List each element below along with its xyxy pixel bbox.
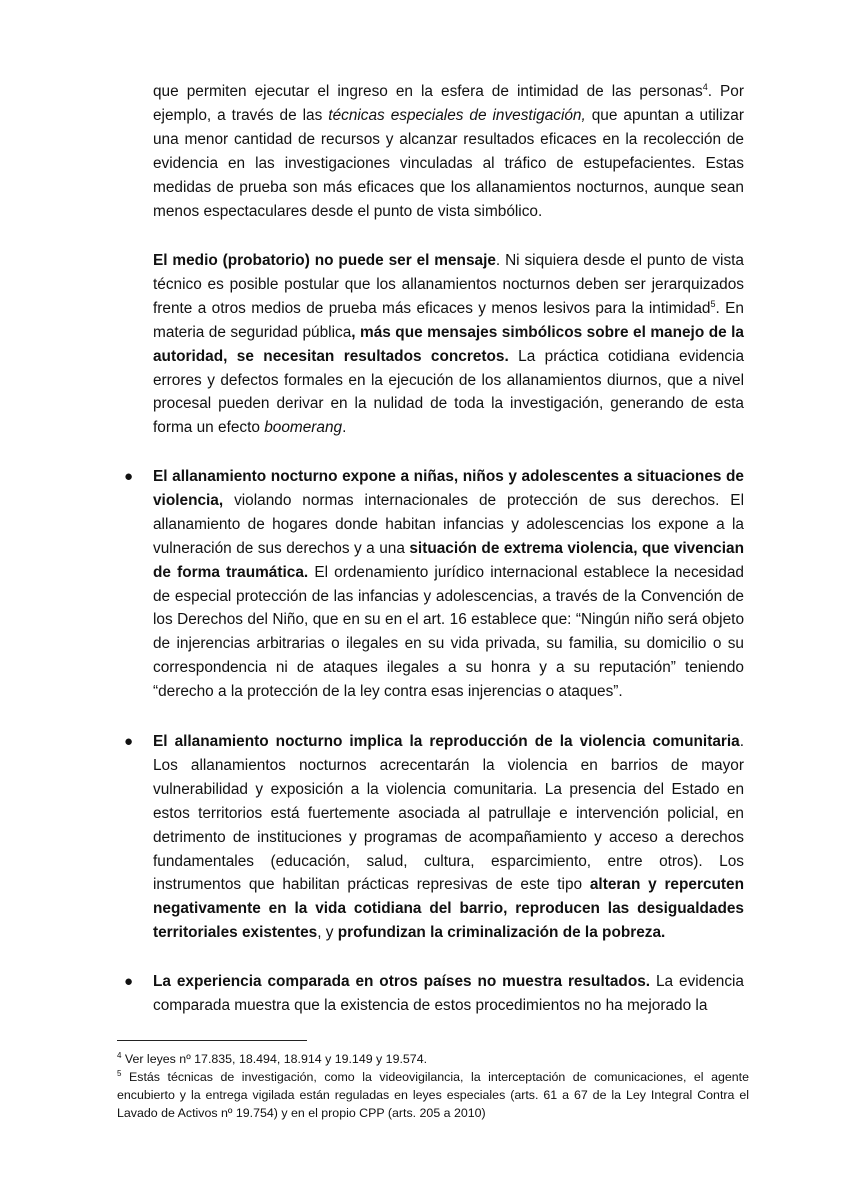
text: . Por ejemplo, a través de las [153, 83, 744, 124]
text: El ordenamiento jurídico internacional establece la necesidad de especial protección de las infancias y adolescencias, a través de la Convención de los Derechos del Niño, que en su en el art. 16 establece que: “Ningún niño será objeto de injerencias arbitrarias o ilegales en su vida privada, su familia, su domicilio o su correspondencia ni de ataques ilegales a su honra y a su reputación” teniendo “derecho a la protección de la ley contra esas injerencias o ataques”. [153, 563, 744, 701]
bold-text: situación de extrema violencia, que vivencian de forma traumática. [153, 539, 744, 581]
text: La evidencia comparada muestra que la existencia de estos procedimientos no ha mejorado la [153, 973, 744, 1014]
bullet-icon: ● [124, 733, 134, 750]
bullet-icon: ● [124, 973, 134, 990]
bold-heading: El medio (probatorio) no puede ser el mensaje [153, 252, 496, 269]
bold-text: alteran y repercuten negativamente en la vida cotidiana del barrio, reproducen las desigualdades territoriales existentes [153, 876, 744, 942]
footnote-text: Ver leyes nº 17.835, 18.494, 18.914 y 19.149 y 19.574. [121, 1052, 428, 1066]
footnote-ref-4[interactable]: 4 [702, 81, 708, 92]
footnotes [117, 1050, 749, 1122]
footnote-ref-5[interactable]: 5 [710, 298, 716, 309]
text: . En materia de seguridad pública [153, 299, 744, 341]
bold-text: , más que mensajes simbólicos sobre el manejo de la autoridad, se necesitan resultados concretos. [153, 323, 744, 365]
bold-heading: La experiencia comparada en otros países no muestra resultados. [153, 973, 651, 990]
text: violando normas internacionales de protección de sus derechos. El allanamiento de hogares donde habitan infancias y adolescencias los expone a la vulneración de sus derechos y a una [153, 491, 744, 557]
italic-term: boomerang [264, 419, 343, 437]
footnote-5 [117, 1068, 749, 1122]
text: . Los allanamientos nocturnos acrecentarán la violencia en barrios de mayor vulnerabilidad y exposición a la violencia comunitaria. La presencia del Estado en estos territorios está fuertemente asociada al patrullaje e intervención policial, en detrimento de instituciones y programas de acompañamiento y acceso a derechos fundamentales (educación, salud, cultura, esparcimiento, entre otros). Los instrumentos que habilitan prácticas represivas de este tipo [153, 733, 744, 894]
bullet-icon: ● [124, 468, 134, 485]
footnote-4 [117, 1050, 749, 1068]
footnote-number: 4 [117, 1050, 122, 1060]
text: . Ni siquiera desde el punto de vista técnico es posible postular que los allanamientos nocturnos deben ser jerarquizados frente a otros medios de prueba más eficaces y menos lesivos para la intimidad [153, 252, 744, 317]
text: que permiten ejecutar el ingreso en la esfera de intimidad de las personas [153, 83, 703, 100]
text: , y [317, 924, 338, 942]
bold-text: profundizan la criminalización de la pobreza. [337, 924, 666, 942]
footnote-separator [117, 1040, 307, 1041]
bullet-item-ninos [153, 465, 744, 704]
paragraph-intimidad [153, 80, 744, 223]
italic-term: técnicas especiales de investigación, [328, 106, 586, 124]
text: que apuntan a utilizar una menor cantidad de recursos y alcanzar resultados eficaces en la recolección de evidencia en las investigaciones vinculadas al tráfico de estupefacientes. Estas medidas de prueba son más eficaces que los allanamientos nocturnos, aunque sean menos espectaculares desde el punto de vista simbólico. [153, 106, 744, 220]
paragraph-medio-probatorio [153, 249, 744, 440]
text: La práctica cotidiana evidencia errores y defectos formales en la ejecución de los allanamientos diurnos, que a nivel procesal pueden derivar en la nulidad de toda la investigación, generando de esta forma un efecto [153, 347, 744, 437]
text: . [342, 419, 347, 437]
footnote-number: 5 [117, 1068, 122, 1078]
bold-heading: El allanamiento nocturno expone a niñas, niños y adolescentes a situaciones de violencia, [153, 468, 744, 509]
bold-heading: El allanamiento nocturno implica la reproducción de la violencia comunitaria [153, 733, 740, 750]
bullet-item-violencia-comunitaria [153, 730, 744, 945]
footnote-text: Estás técnicas de investigación, como la videovigilancia, la interceptación de comunicaciones, el agente encubierto y la entrega vigilada están reguladas en leyes especiales (arts. 61 a 67 de la Ley Integral Contra el Lavado de Activos nº 19.754) y en el propio CPP (arts. 205 a 2010) [117, 1070, 749, 1120]
bullet-item-experiencia-comparada [153, 970, 744, 1018]
